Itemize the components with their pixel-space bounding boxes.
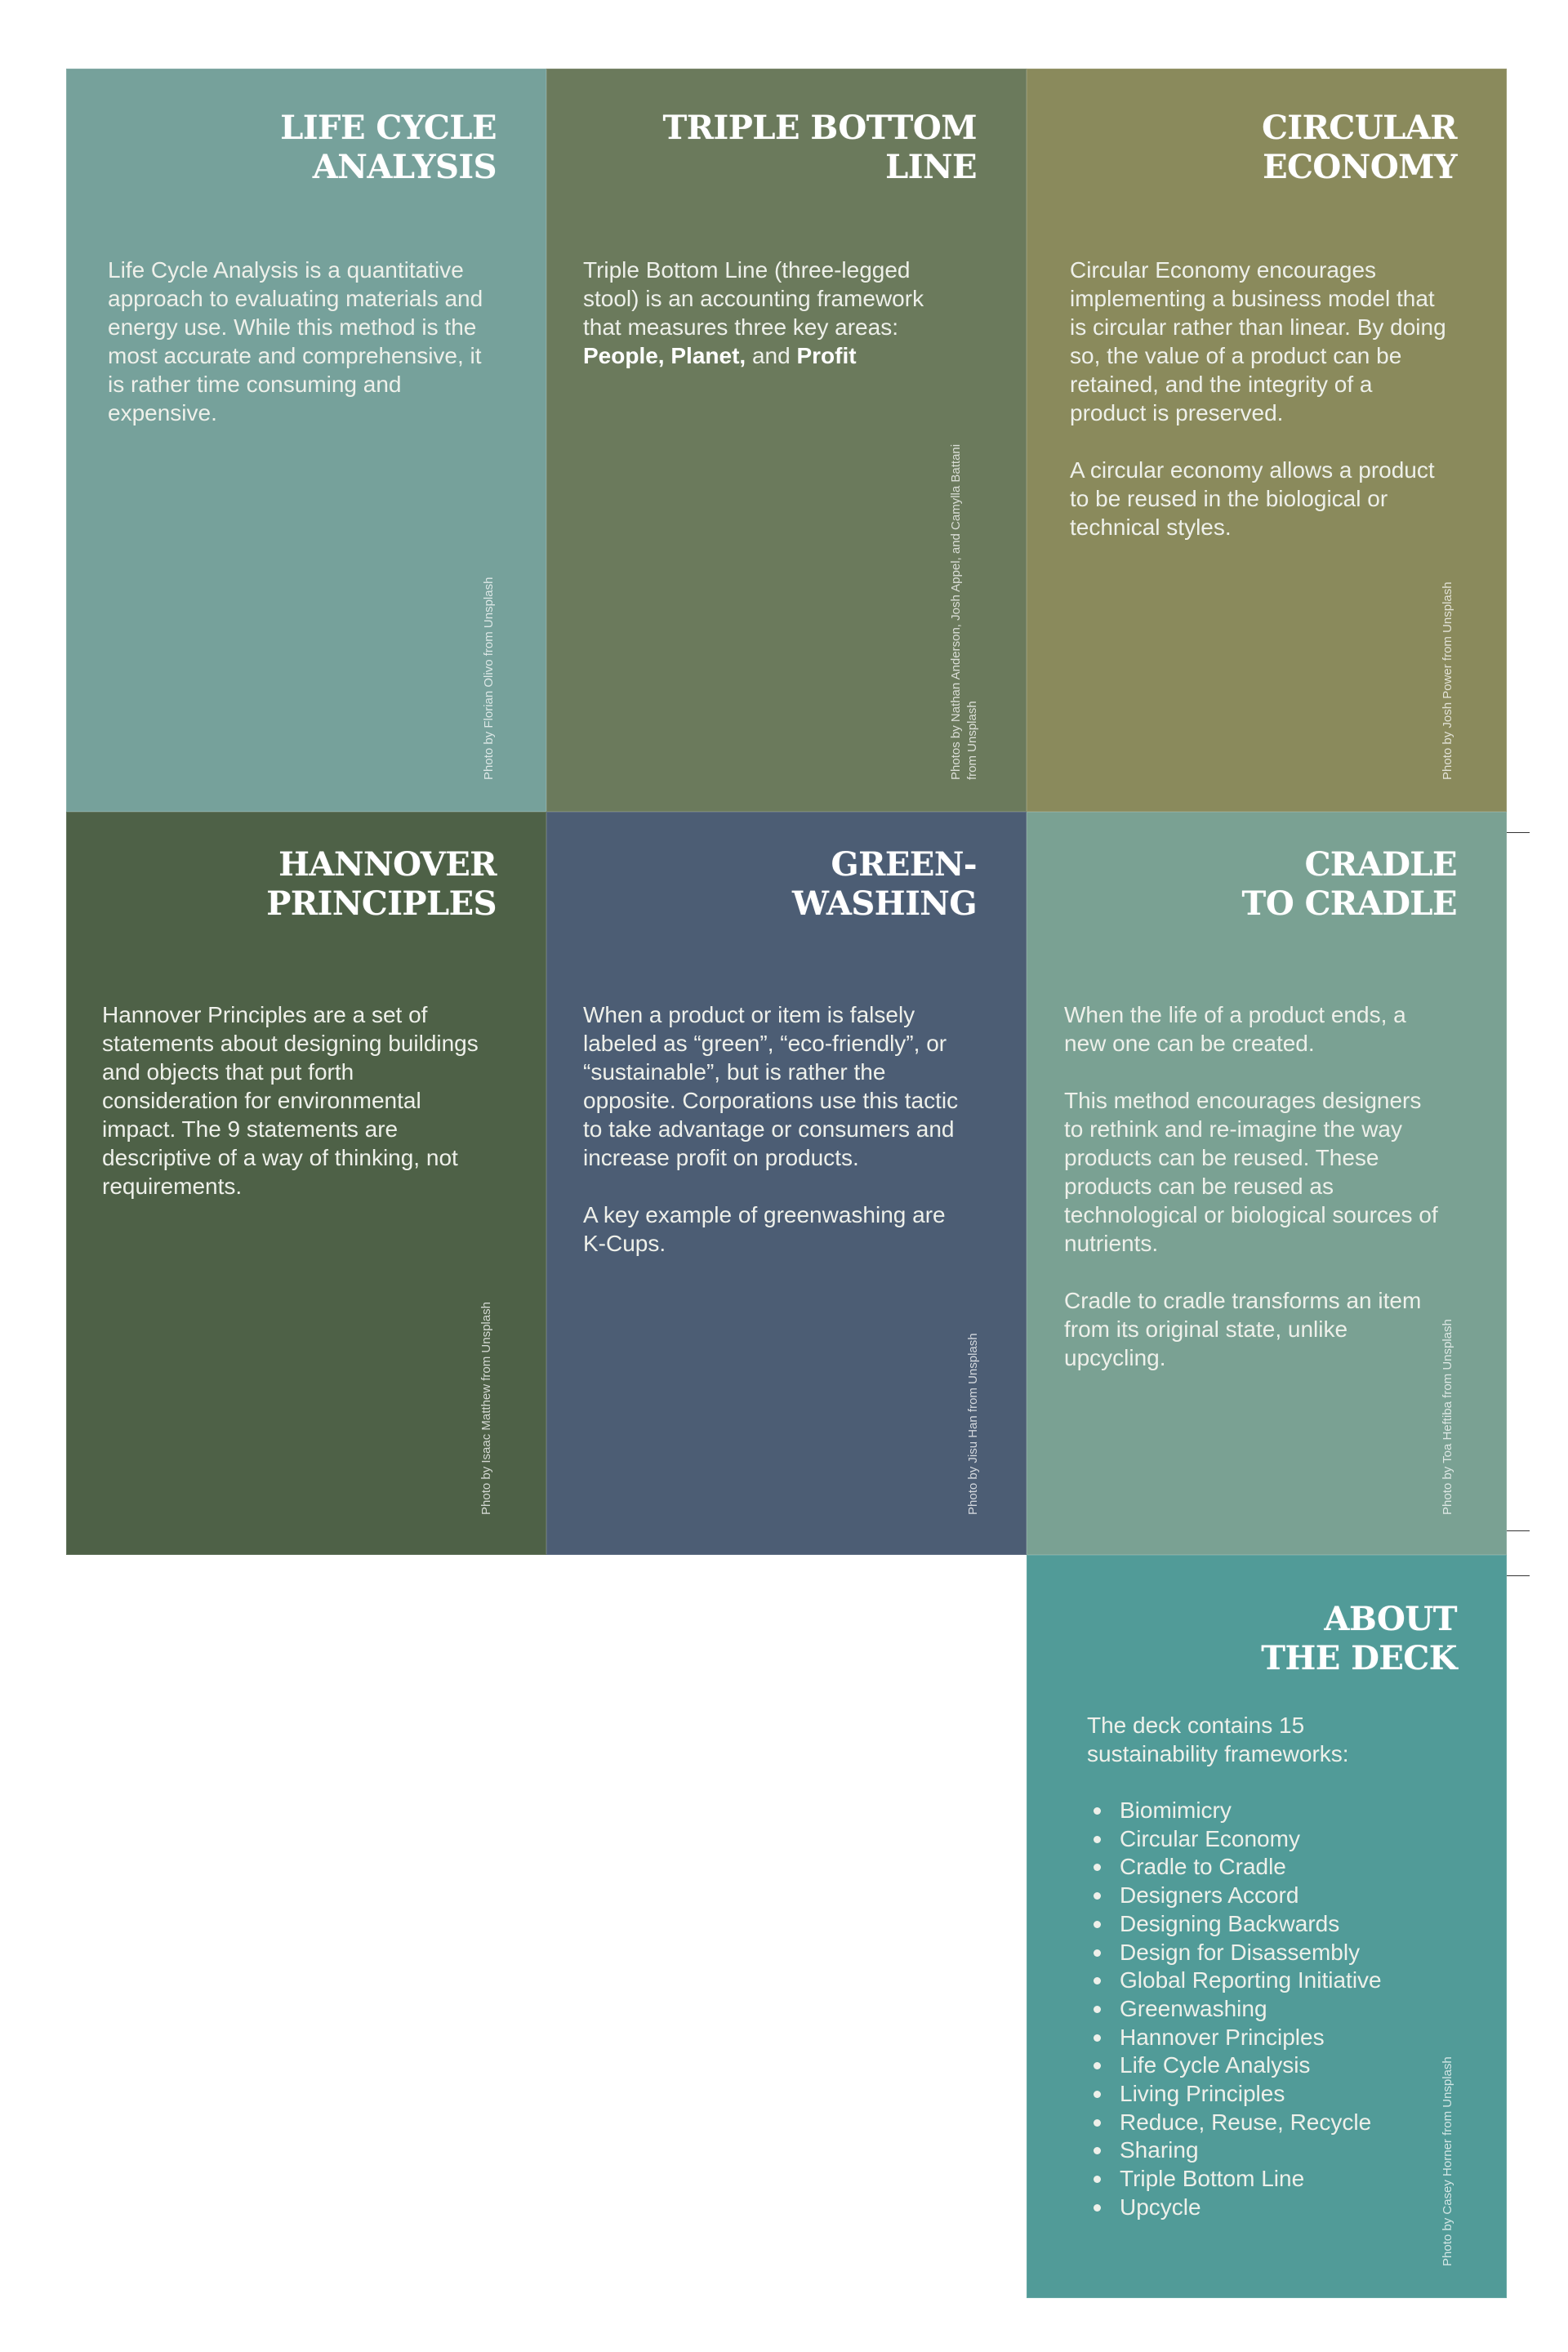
list-item: Greenwashing xyxy=(1087,1995,1438,2024)
framework-list xyxy=(1087,1797,1438,2222)
keyword-profit: Profit xyxy=(796,343,857,368)
crop-mark xyxy=(1507,1530,1530,1531)
card-cradle-to-cradle xyxy=(1027,812,1507,1555)
about-intro: The deck contains 15 sustainability frameworks: xyxy=(1087,1713,1349,1766)
list-item: Triple Bottom Line xyxy=(1087,2165,1438,2194)
crop-mark xyxy=(1507,832,1530,833)
list-item: Designers Accord xyxy=(1087,1882,1438,1910)
card-body: Hannover Principles are a set of statements about designing buildings and objects that put forth consideration for environmental impact. The 9 statements are descriptive of a way of thinking, not requirements. xyxy=(102,1002,479,1199)
list-item: Reduce, Reuse, Recycle xyxy=(1087,2109,1438,2137)
photo-credit: Photo by Josh Power from Unsplash xyxy=(1441,581,1454,780)
photo-credit: Photo by Florian Olivo from Unsplash xyxy=(482,577,496,780)
list-item: Cradle to Cradle xyxy=(1087,1853,1438,1882)
card-greenwashing xyxy=(546,812,1027,1555)
photo-credit: Photo by Jisu Han from Unsplash xyxy=(966,1333,980,1515)
list-item: Sharing xyxy=(1087,2136,1438,2165)
card-title: CRADLE TO CRADLE xyxy=(1241,845,1457,923)
list-item: Designing Backwards xyxy=(1087,1910,1438,1939)
card-title: LIFE CYCLE ANALYSIS xyxy=(280,109,497,186)
list-item: Circular Economy xyxy=(1087,1825,1438,1854)
photo-credit: Photos by Nathan Anderson, Josh Appel, and Camylla Battani from Unsplash xyxy=(949,443,979,780)
list-item: Hannover Principles xyxy=(1087,2024,1438,2052)
card-hannover-principles xyxy=(66,812,546,1555)
card-body: Life Cycle Analysis is a quantitative approach to evaluating materials and energy use. While this method is the most accurate and comprehensive, it is rather time consuming and expensive. xyxy=(108,257,483,425)
photo-credit: Photo by Toa Heftiba from Unsplash xyxy=(1441,1319,1454,1515)
card-triple-bottom-line xyxy=(546,69,1027,812)
card-title: GREEN- WASHING xyxy=(791,845,977,923)
card-title: CIRCULAR ECONOMY xyxy=(1262,109,1457,186)
list-item: Upcycle xyxy=(1087,2194,1438,2222)
card-life-cycle-analysis xyxy=(66,69,546,812)
card-circular-economy xyxy=(1027,69,1507,812)
crop-mark xyxy=(1507,1575,1530,1576)
card-body: Circular Economy encourages implementing a business model that is circular rather than linear. By doing so, the value of a product can be retained, and the integrity of a product is preserved. A circular economy allows a product to be reused in the biological or technical styles. xyxy=(1070,257,1446,540)
list-item: Living Principles xyxy=(1087,2080,1438,2109)
card-title: HANNOVER PRINCIPLES xyxy=(266,845,497,923)
card-body: When the life of a product ends, a new one can be created. This method encourages designers to rethink and re-imagine the way products can be reused. These products can be reused as technological or biological sources of nutrients. Cradle to cradle transforms an item from its original state, unlike upcycling. xyxy=(1064,1002,1438,1370)
list-item: Biomimicry xyxy=(1087,1797,1438,1825)
card-title: ABOUT THE DECK xyxy=(1261,1600,1457,1677)
card-body xyxy=(1087,1711,1438,2222)
photo-credit: Photo by Casey Horner from Unsplash xyxy=(1441,2056,1454,2266)
card-about-the-deck xyxy=(1027,1555,1507,2298)
card-body: Triple Bottom Line (three-legged stool) is an accounting framework that measures three key areas: People, Planet, and Profit xyxy=(583,257,924,368)
list-item: Design for Disassembly xyxy=(1087,1939,1438,1967)
keyword-people-planet: People, Planet, xyxy=(583,343,746,368)
list-item: Global Reporting Initiative xyxy=(1087,1967,1438,1995)
list-item: Life Cycle Analysis xyxy=(1087,2051,1438,2080)
card-body: When a product or item is falsely labeled as “green”, “eco-friendly”, or “sustainable”, but is rather the opposite. Corporations use this tactic to take advantage or consumers and increase profit on products. A key example of greenwashing are K-Cups. xyxy=(583,1002,959,1256)
photo-credit: Photo by Isaac Matthew from Unsplash xyxy=(479,1302,493,1515)
card-title: TRIPLE BOTTOM LINE xyxy=(662,109,977,186)
